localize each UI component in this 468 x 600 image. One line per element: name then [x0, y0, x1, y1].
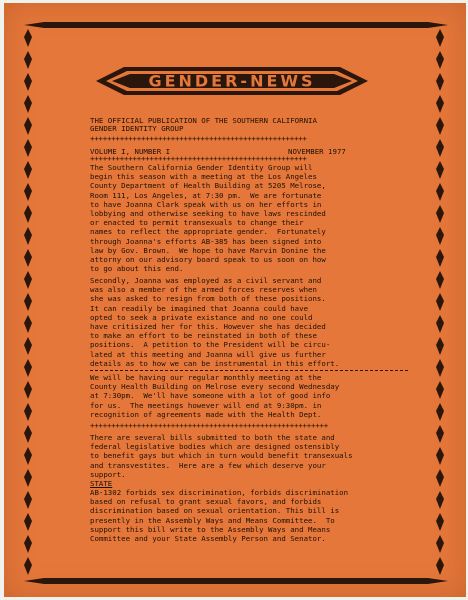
dashed-separator-1 [90, 370, 408, 371]
border-bead [436, 425, 444, 443]
border-bead [436, 161, 444, 179]
border-bead [24, 315, 32, 333]
border-bead [24, 29, 32, 47]
paragraph-monthly-meeting: We will be having our regular monthly meeting at the County Health Building on Melrose every second Wednesday at 7:30pm. We'll have someone with a lot of good info for us. The meetings however will end at 9:30pm. in recognition of agreements made with the Health Dept. [90, 373, 340, 419]
border-bead [24, 139, 32, 157]
right-border-ornament [434, 25, 446, 575]
border-bead [436, 73, 444, 91]
newsletter-page [4, 3, 466, 597]
border-bead [436, 183, 444, 201]
paragraph-ab1302: AB-1302 forbids sex discrimination, forbids discrimination based on refusal to grant sexual favors, and forbids discrimination based on sexual orientation. This bill is presently in the Assembly Ways and Means Committee. To support this bill write to the Assembly Ways and Means Committee and your State Assembly Person and Senator. [90, 488, 349, 544]
border-bead [436, 491, 444, 509]
border-bead [436, 337, 444, 355]
border-bead [24, 293, 32, 311]
border-bead [24, 425, 32, 443]
paragraph-meeting-announcement: The Southern California Gender Identity Group will begin this season with a meeting at the Los Angeles County Department of Health Building at 5205 Melrose, Room 111, Los Angeles, at 7:30 pm. We are fortunate to have Joanna Clark speak with us on her efforts in lobbying and otherwise seeking to have laws rescinded or enacted to permit transexuals to change their names to reflect the appropriate gender. Fortunately through Joanna's efforts AB-385 has been signed into law by Gov. Brown. We hope to have Marvin Donine the attorny on our advisory board speak to us soon on how to go about this end. [90, 163, 326, 274]
border-bead [436, 535, 444, 553]
border-bead [24, 359, 32, 377]
plus-separator: ++++++++++++++++++++++++++++++++++++++++++++++++++++++++ [90, 422, 328, 429]
border-bead [436, 227, 444, 245]
border-bead [24, 469, 32, 487]
border-bead [436, 205, 444, 223]
top-border-ornament [24, 21, 448, 29]
border-bead [436, 359, 444, 377]
border-bead [436, 293, 444, 311]
border-bead [436, 447, 444, 465]
masthead-logo [96, 61, 368, 101]
state-heading: STATE [90, 479, 113, 488]
border-bead [24, 117, 32, 135]
border-bead [436, 249, 444, 267]
border-bead [436, 95, 444, 113]
border-bead [24, 271, 32, 289]
left-border-ornament [22, 25, 34, 575]
border-bead [436, 557, 444, 575]
volume-number: VOLUME I, NUMBER I [90, 147, 171, 156]
header-rule-bottom: +++++++++++++++++++++++++++++++++++++++++++++++++++ [90, 155, 307, 162]
publication-line-2: GENDER IDENTITY GROUP [90, 124, 184, 133]
border-bead [436, 513, 444, 531]
masthead-title: GENDER-NEWS [148, 71, 316, 91]
paragraph-bills-intro: There are several bills submitted to both the state and federal legislative bodies which are designed ostensibly to benefit gays but which in turn would benefit transexuals and transvestites. Here are a few which deserve your support. [90, 433, 353, 479]
border-bead [24, 227, 32, 245]
border-bead [436, 381, 444, 399]
border-bead [24, 381, 32, 399]
border-bead [24, 403, 32, 421]
issue-date: NOVEMBER 1977 [288, 147, 346, 156]
border-bead [24, 249, 32, 267]
publication-line-1: THE OFFICIAL PUBLICATION OF THE SOUTHERN CALIFORNIA [90, 116, 317, 125]
border-bead [24, 73, 32, 91]
border-bead [24, 557, 32, 575]
border-bead [436, 469, 444, 487]
border-bead [436, 315, 444, 333]
border-bead [24, 491, 32, 509]
bottom-border-ornament [24, 577, 448, 585]
border-bead [24, 535, 32, 553]
border-bead [24, 337, 32, 355]
border-bead [436, 29, 444, 47]
border-bead [24, 183, 32, 201]
border-bead [24, 161, 32, 179]
border-bead [436, 271, 444, 289]
paragraph-joanna-petition: Secondly, Joanna was employed as a civil servant and was also a member of the armed forces reserves when she was asked to resign from both of these positions. It can readily be imagined that Joanna could have opted to seek a private existance and no one could have critisized her for this. However she has decided to make an effort to be reinstated in both of these positions. A petition to the President will be circu- lated at this meeting and Joanna will give us further details as to how we can be instrumental in this effort. [90, 276, 340, 368]
border-bead [436, 51, 444, 69]
border-bead [436, 117, 444, 135]
border-bead [24, 447, 32, 465]
border-bead [24, 51, 32, 69]
border-bead [436, 403, 444, 421]
border-bead [436, 139, 444, 157]
border-bead [24, 95, 32, 113]
header-rule-top: +++++++++++++++++++++++++++++++++++++++++++++++++++ [90, 135, 307, 142]
border-bead [24, 513, 32, 531]
border-bead [24, 205, 32, 223]
